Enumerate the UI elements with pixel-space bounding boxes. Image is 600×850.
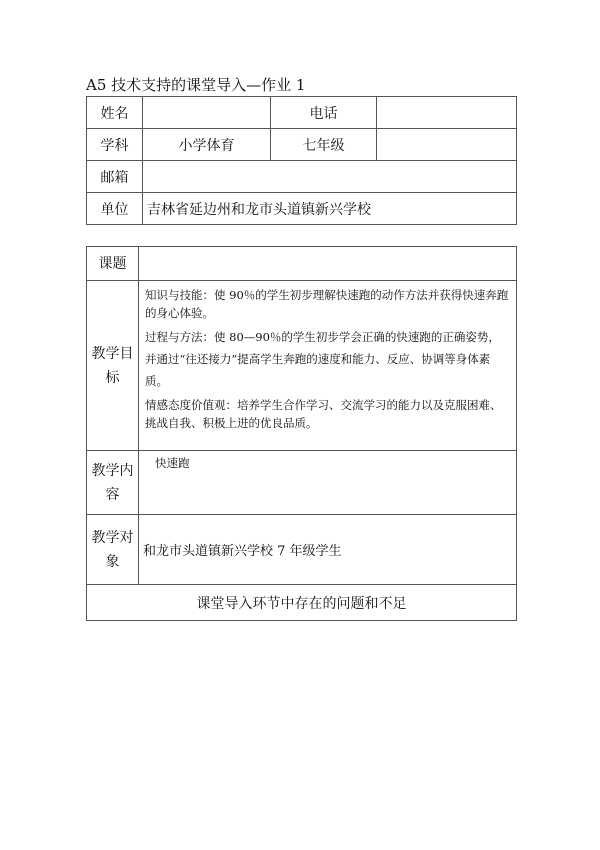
- content-label: 教学内容: [87, 451, 139, 515]
- issue-title: 课堂导入环节中存在的问题和不足: [87, 585, 517, 621]
- lesson-table: [86, 246, 517, 621]
- phone-label: 电话: [271, 97, 377, 129]
- target-label: 教学对象: [87, 515, 139, 585]
- issue-row: [87, 585, 517, 621]
- target-row: [87, 515, 517, 585]
- unit-label: 单位: [87, 193, 143, 225]
- unit-row: [87, 193, 517, 225]
- phone-field[interactable]: [377, 97, 517, 129]
- topic-label: 课题: [87, 247, 139, 281]
- name-row: [87, 97, 517, 129]
- subject-label: 学科: [87, 129, 143, 161]
- document-title: A5 技术支持的课堂导入—作业 1: [86, 76, 306, 94]
- subject-row: [87, 129, 517, 161]
- personal-info-table: [86, 96, 517, 225]
- goal-knowledge: 知识与技能：使 90％的学生初步理解快速跑的动作方法并获得快速奔跑的身心体验。: [145, 288, 509, 320]
- grade-value: 七年级: [271, 129, 377, 161]
- topic-row: [87, 247, 517, 281]
- subject-value: 小学体育: [143, 129, 271, 161]
- content-row: [87, 451, 517, 515]
- goals-label: 教学目标: [87, 281, 139, 451]
- target-value: 和龙市头道镇新兴学校 7 年级学生: [139, 515, 517, 585]
- name-label: 姓名: [87, 97, 143, 129]
- content-value: 快速跑: [139, 451, 517, 515]
- topic-field[interactable]: [139, 247, 517, 281]
- grade-extra-field[interactable]: [377, 129, 517, 161]
- email-field[interactable]: [143, 161, 517, 193]
- goals-cell: [139, 281, 517, 451]
- email-label: 邮箱: [87, 161, 143, 193]
- name-field[interactable]: [143, 97, 271, 129]
- goal-process: 过程与方法：使 80—90％的学生初步学会正确的快速跑的正确姿势，并通过“往还接力”提高学生奔跑的速度和能力、反应、协调等身体素质。: [145, 330, 500, 388]
- goals-row: [87, 281, 517, 451]
- goal-attitude: 情感态度价值观：培养学生合作学习、交流学习的能力以及克服困难、挑战自我、积极上进的优良品质。: [145, 398, 502, 430]
- email-row: [87, 161, 517, 193]
- unit-value: 吉林省延边州和龙市头道镇新兴学校: [143, 193, 517, 225]
